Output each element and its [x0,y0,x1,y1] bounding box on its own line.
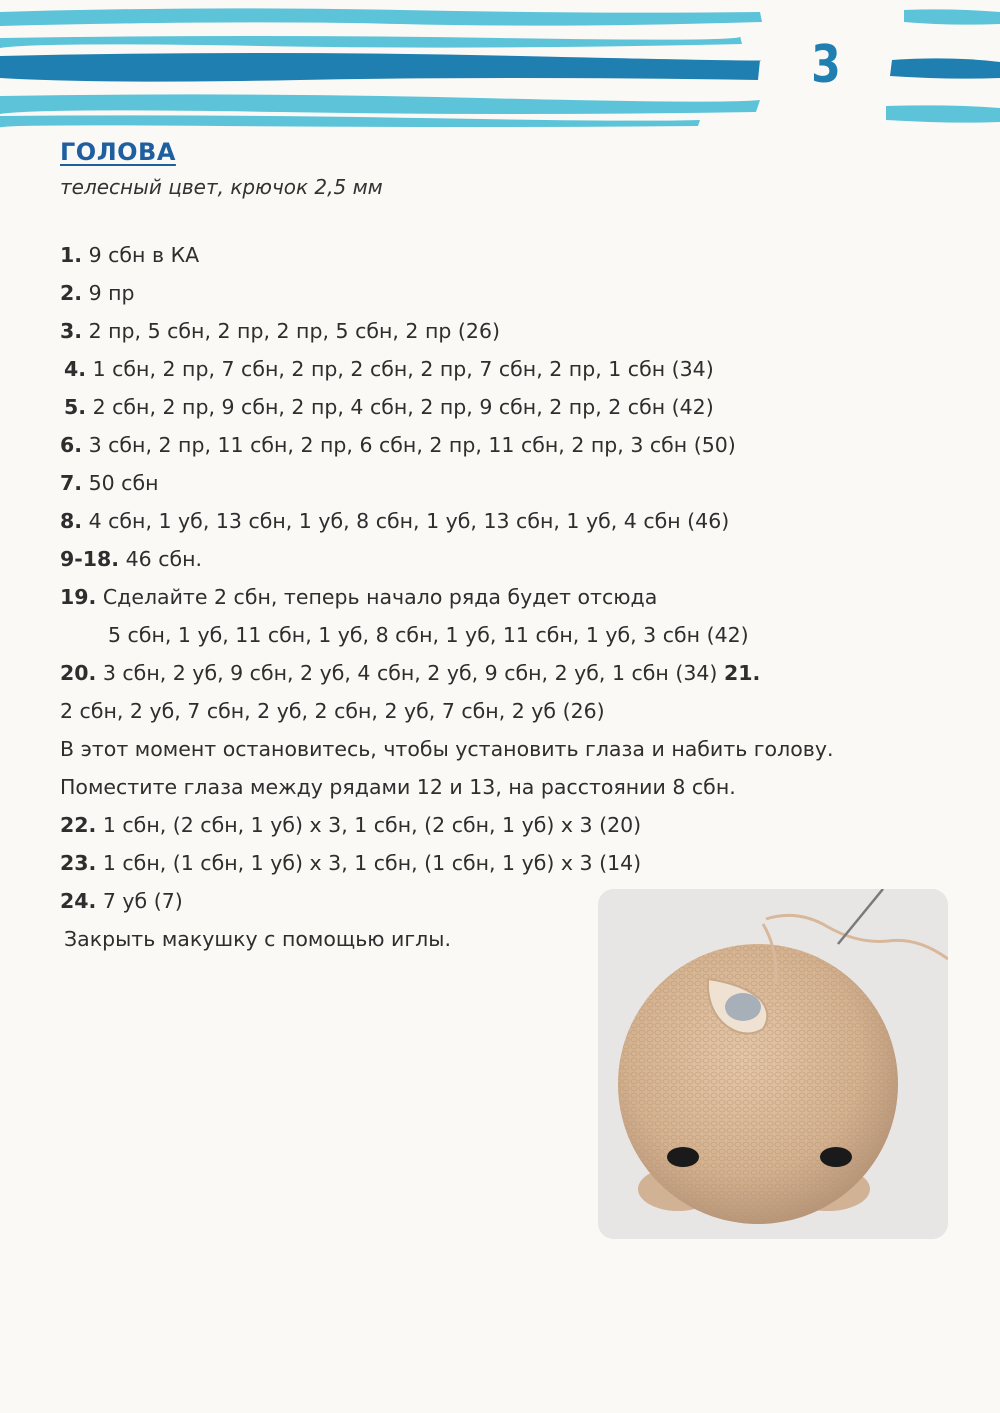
page-number: 3 [811,35,841,95]
crochet-head-photo [598,889,948,1239]
step-row: 8. 4 сбн, 1 уб, 13 сбн, 1 уб, 8 сбн, 1 уб, 13 сбн, 1 уб, 4 сбн (46) [60,509,730,533]
step-row: 23. 1 сбн, (1 сбн, 1 уб) х 3, 1 сбн, (1 сбн, 1 уб) х 3 (14) [60,851,642,875]
section-subtitle: телесный цвет, крючок 2,5 мм [60,175,383,199]
step-row: 3. 2 пр, 5 сбн, 2 пр, 2 пр, 5 сбн, 2 пр (26) [60,319,500,343]
step-row: 5 сбн, 1 уб, 11 сбн, 1 уб, 8 сбн, 1 уб, 11 сбн, 1 уб, 3 сбн (42) [108,623,749,647]
step-row: 4. 1 сбн, 2 пр, 7 сбн, 2 пр, 2 сбн, 2 пр, 7 сбн, 2 пр, 1 сбн (34) [64,357,714,381]
step-row: 5. 2 сбн, 2 пр, 9 сбн, 2 пр, 4 сбн, 2 пр, 9 сбн, 2 пр, 2 сбн (42) [64,395,714,419]
step-row: 2. 9 пр [60,281,135,305]
step-row: 6. 3 сбн, 2 пр, 11 сбн, 2 пр, 6 сбн, 2 пр, 11 сбн, 2 пр, 3 сбн (50) [60,433,736,457]
step-row: 19. Сделайте 2 сбн, теперь начало ряда будет отсюда [60,585,658,609]
step-row: 1. 9 сбн в КА [60,243,200,267]
header-stripes [0,0,1000,140]
step-row: 9-18. 46 сбн. [60,547,203,571]
step-row: 2 сбн, 2 уб, 7 сбн, 2 уб, 2 сбн, 2 уб, 7 сбн, 2 уб (26) [60,699,605,723]
step-row: 7. 50 сбн [60,471,159,495]
section-title: ГОЛОВА [60,138,176,166]
step-row: 22. 1 сбн, (2 сбн, 1 уб) х 3, 1 сбн, (2 сбн, 1 уб) х 3 (20) [60,813,642,837]
step-row: Поместите глаза между рядами 12 и 13, на расстоянии 8 сбн. [60,775,736,799]
step-row: 24. 7 уб (7) [60,889,183,913]
step-row: 20. 3 сбн, 2 уб, 9 сбн, 2 уб, 4 сбн, 2 уб, 9 сбн, 2 уб, 1 сбн (34) 21. [60,661,761,685]
step-row: Закрыть макушку с помощью иглы. [64,927,451,951]
step-row: В этот момент остановитесь, чтобы установить глаза и набить голову. [60,737,834,761]
pattern-steps [60,236,940,958]
